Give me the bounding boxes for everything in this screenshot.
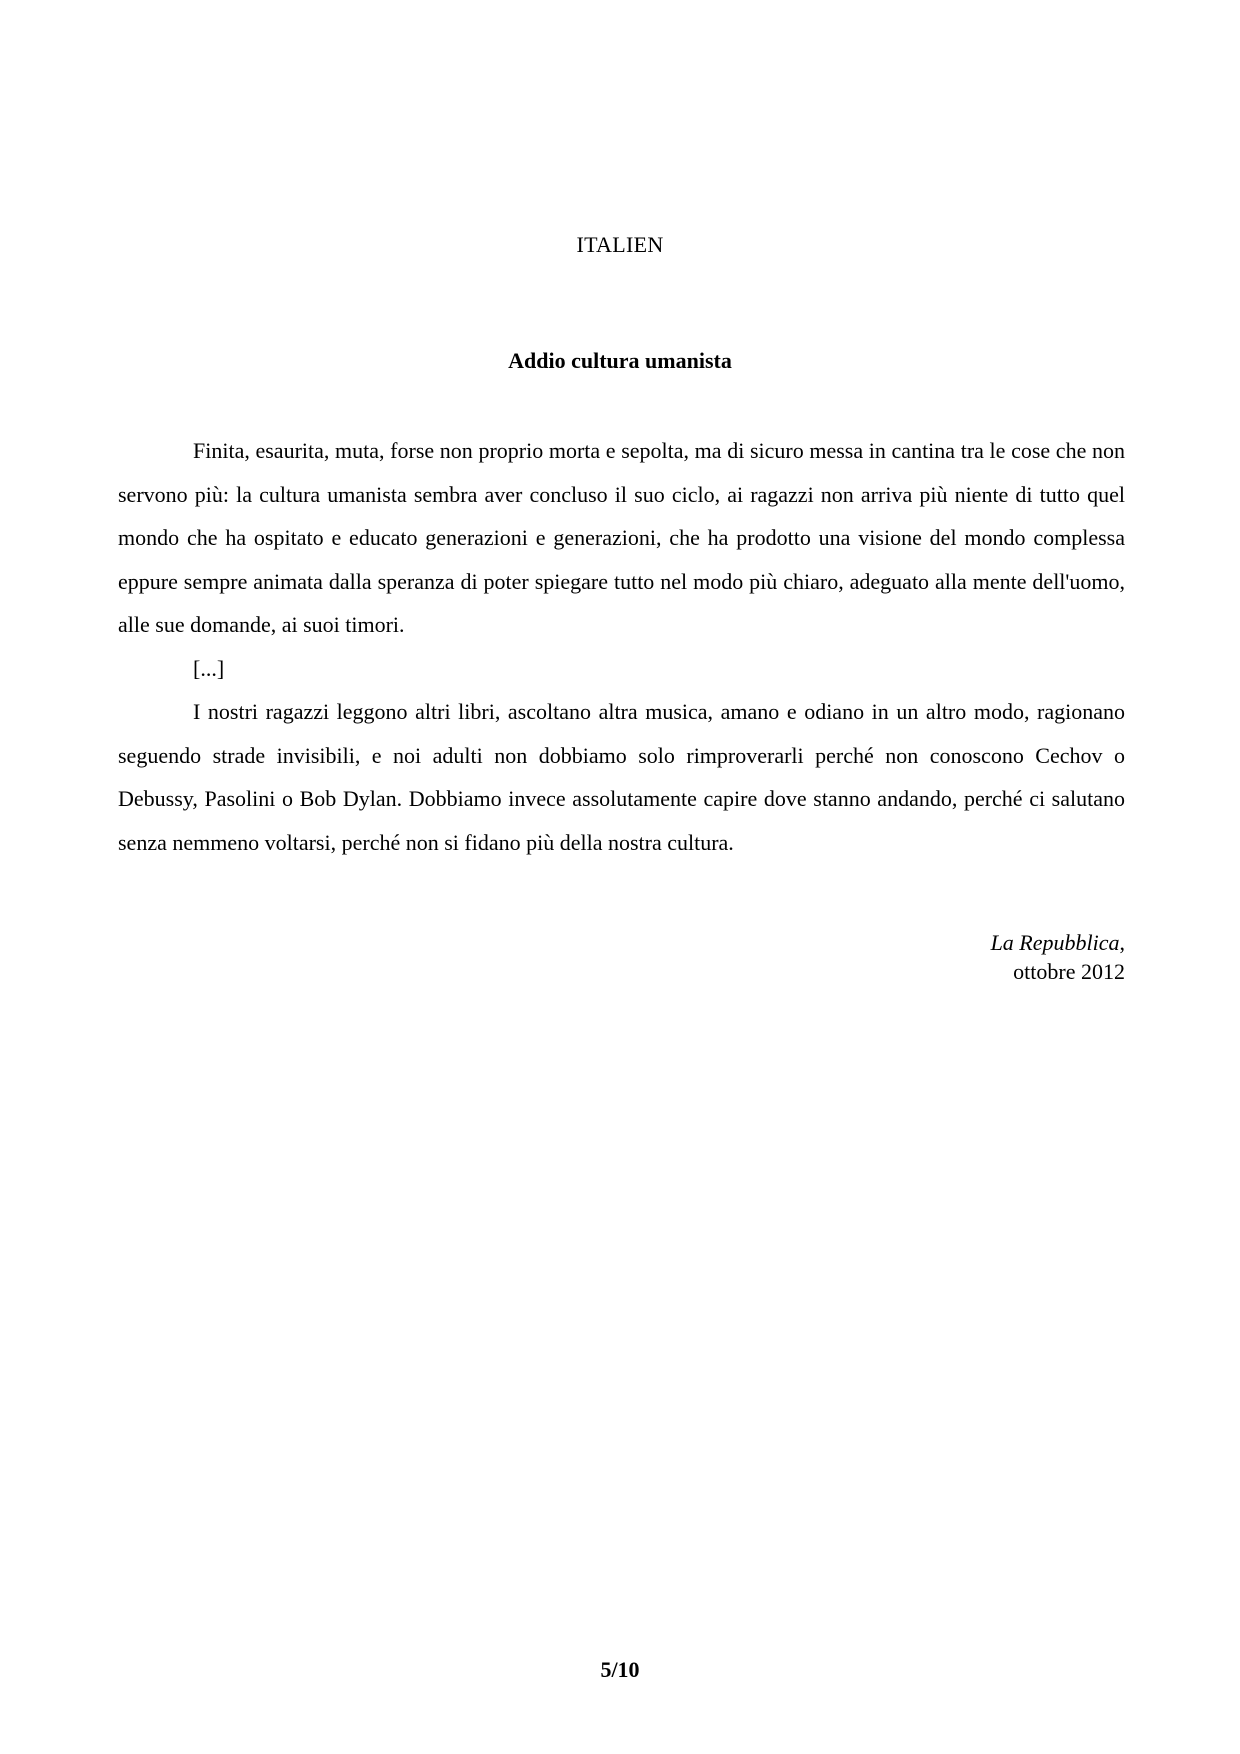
source-name: La Repubblica: [990, 930, 1120, 955]
source-name-suffix: ,: [1119, 930, 1125, 955]
paragraph: Finita, esaurita, muta, forse non proprio morta e sepolta, ma di sicuro messa in cantina tra le cose che non servono più: la cultura umanista sembra aver concluso il suo ciclo, ai ragazzi non arriva più niente di tutto quel mondo che ha ospitato e educato generazioni e generazioni, che ha prodotto una visione del mondo complessa eppure sempre animata dalla speranza di poter spiegare tutto nel modo più chiaro, adeguato alla mente dell'uomo, alle sue domande, ai suoi timori.: [118, 438, 1125, 637]
paragraph: I nostri ragazzi leggono altri libri, ascoltano altra musica, amano e odiano in un altro modo, ragionano seguendo strade invisibili, e noi adulti non dobbiamo solo rimproverarli perché non conoscono Cechov o Debussy, Pasolini o Bob Dylan. Dobbiamo invece assolutamente capire dove stanno andando, perché ci salutano senza nemmeno voltarsi, perché non si fidano più della nostra cultura.: [118, 699, 1125, 855]
source-date: ottobre 2012: [1013, 959, 1125, 984]
page-number: 5/10: [600, 1657, 640, 1682]
source-citation: [991, 928, 1125, 986]
section-label: ITALIEN: [576, 232, 664, 257]
article-title: Addio cultura umanista: [508, 348, 732, 373]
article-body: [118, 429, 1125, 864]
source-line: [991, 928, 1125, 957]
ellipsis-paragraph: [...]: [193, 655, 225, 681]
